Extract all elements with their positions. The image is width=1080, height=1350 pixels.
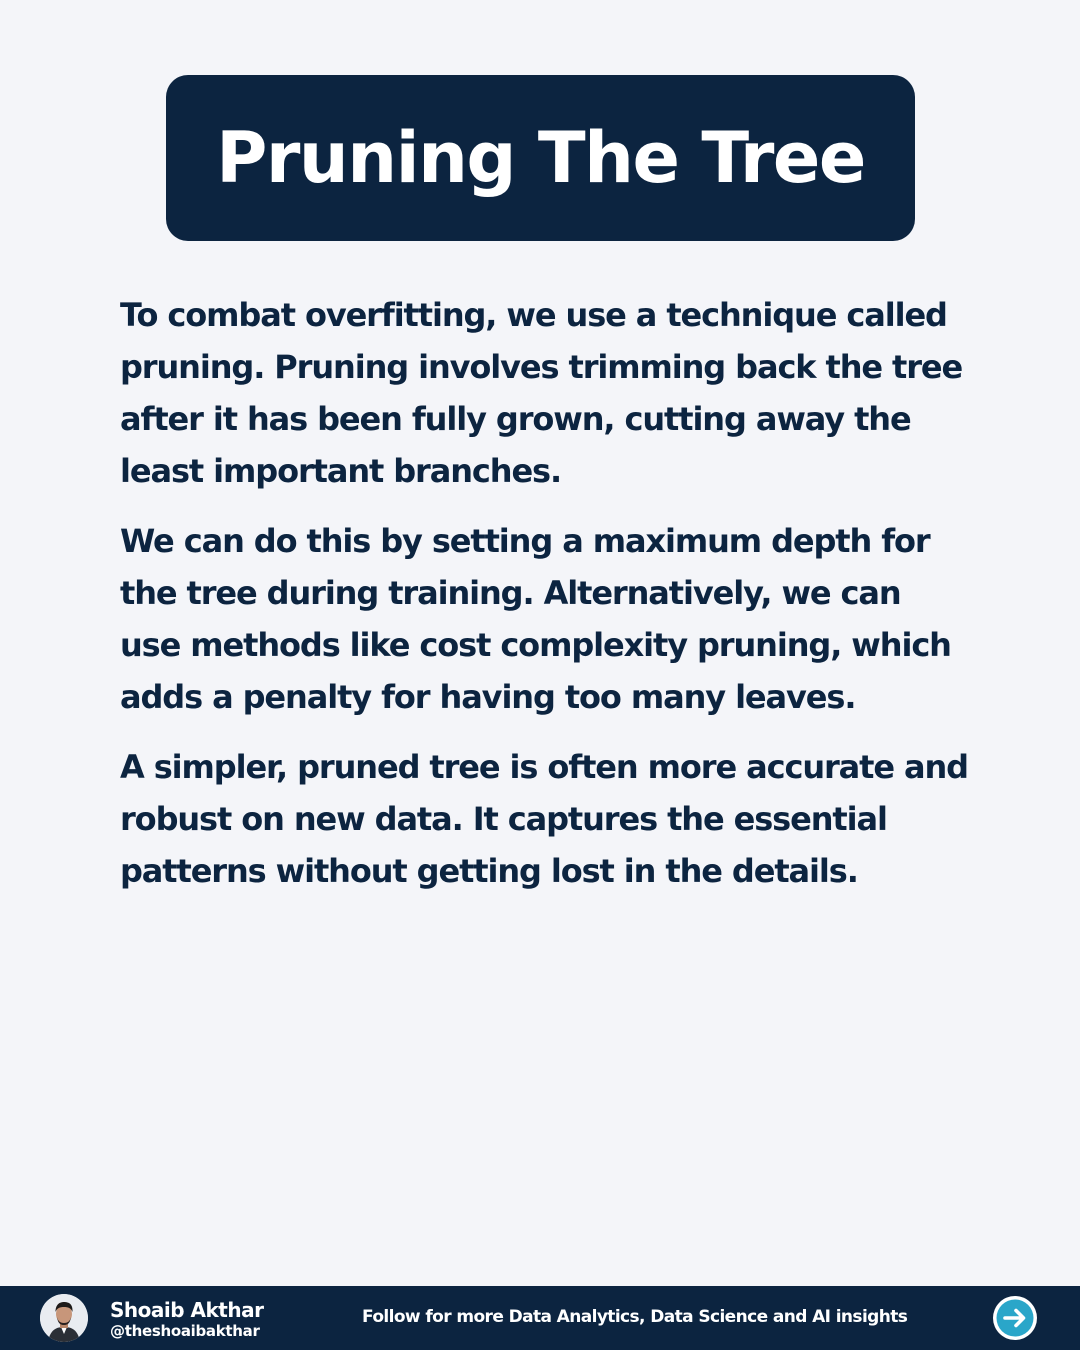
body-content — [120, 289, 970, 915]
arrow-right-circle-icon — [992, 1295, 1038, 1341]
author-handle[interactable]: @theshoaibakthar — [110, 1322, 260, 1340]
paragraph-3: A simpler, pruned tree is often more accurate and robust on new data. It captures the essential patterns without getting lost in the details. — [120, 748, 968, 890]
person-avatar-icon — [40, 1294, 88, 1342]
author-name: Shoaib Akthar — [110, 1298, 264, 1322]
paragraph-2: We can do this by setting a maximum depth for the tree during training. Alternatively, we can use methods like cost complexity pruning, which adds a penalty for having too many leaves. — [120, 522, 951, 716]
page-title: Pruning The Tree — [216, 117, 865, 199]
next-slide-button[interactable] — [992, 1295, 1038, 1341]
paragraph-1: To combat overfitting, we use a technique called pruning. Pruning involves trimming back the tree after it has been fully grown, cutting away the least important branches. — [120, 296, 963, 490]
follow-cta: Follow for more Data Analytics, Data Science and AI insights — [362, 1307, 908, 1327]
title-banner — [166, 75, 915, 241]
footer-bar — [0, 1286, 1080, 1350]
